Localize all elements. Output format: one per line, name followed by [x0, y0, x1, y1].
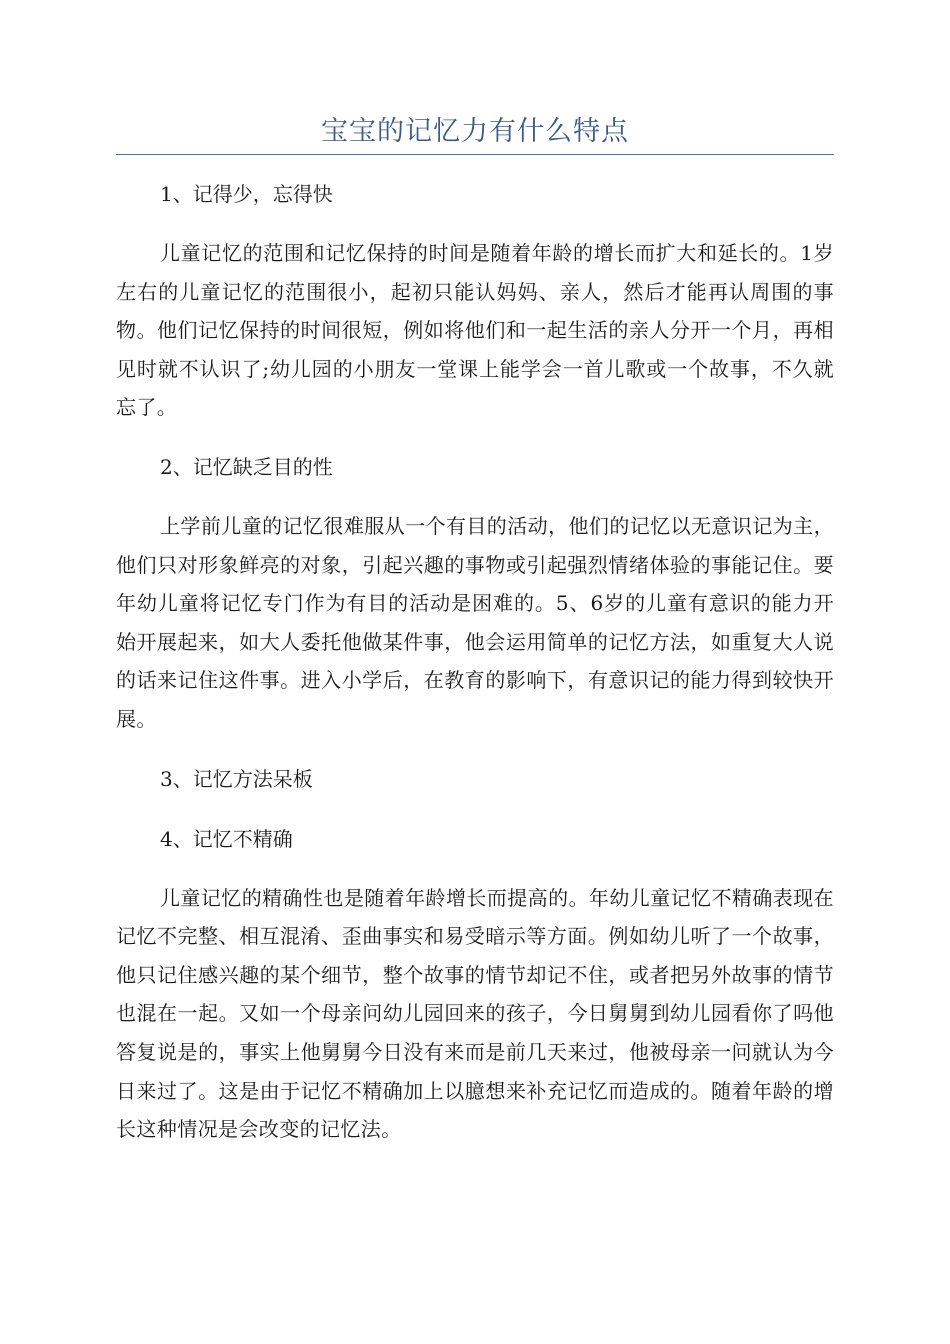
section-heading-4: 4、记忆不精确 [160, 826, 293, 851]
section-paragraph-2: 上学前儿童的记忆很难服从一个有目的活动，他们的记忆以无意识记为主，他们只对形象鲜亮的对象，引起兴趣的事物或引起强烈情绪体验的事能记住。要年幼儿童将记忆专门作为有目的活动是困难的。5、6岁的儿童有意识的能力开始开展起来，如大人委托他做某件事，他会运用简单的记忆方法，如重复大人说的话来记住这件事。进入小学后，在教育的影响下，有意识记的能力得到较快开展。 [116, 513, 834, 731]
section-paragraph-1: 儿童记忆的范围和记忆保持的时间是随着年龄的增长而扩大和延长的。1岁左右的儿童记忆的范围很小，起初只能认妈妈、亲人，然后才能再认周围的事物。他们记忆保持的时间很短，例如将他们和一起生活的亲人分开一个月，再相见时就不认识了;幼儿园的小朋友一堂课上能学会一首儿歌或一个故事，不久就忘了。 [116, 241, 834, 420]
title-underline [116, 154, 834, 155]
section-paragraph-4: 儿童记忆的精确性也是随着年龄增长而提高的。年幼儿童记忆不精确表现在记忆不完整、相互混淆、歪曲事实和易受暗示等方面。例如幼儿听了一个故事，他只记住感兴趣的某个细节，整个故事的情节却记不住，或者把另外故事的情节也混在一起。又如一个母亲问幼儿园回来的孩子，今日舅舅到幼儿园看你了吗他答复说是的，事实上他舅舅今日没有来而是前几天来过，他被母亲一问就认为今日来过了。这是由于记忆不精确加上以臆想来补充记忆而造成的。随着年龄的增长这种情况是会改变的记忆法。 [116, 885, 834, 1142]
section-heading-1: 1、记得少，忘得快 [160, 182, 333, 206]
document-body [116, 174, 834, 1169]
section-heading-2: 2、记忆缺乏目的性 [160, 454, 333, 479]
page-title: 宝宝的记忆力有什么特点 [321, 116, 629, 147]
section-heading-3: 3、记忆方法呆板 [160, 766, 313, 791]
